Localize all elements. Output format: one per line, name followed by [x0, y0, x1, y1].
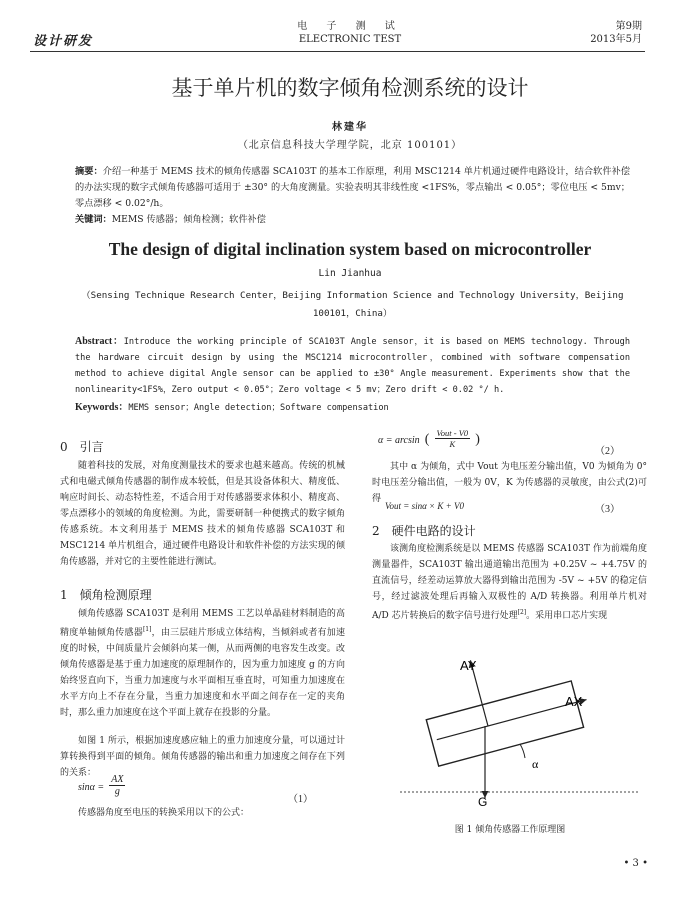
- journal-name-en: ELECTRONIC TEST: [298, 34, 402, 45]
- affiliation-en: （Sensing Technique Research Center，Beijing Information Science and Technology University，Beijing 100101，China）: [81, 290, 624, 319]
- eq2-number: （2）: [595, 446, 620, 457]
- citation-ref: [1]: [142, 626, 152, 633]
- section-number: 2: [372, 524, 380, 538]
- principle-paragraph-1: [60, 606, 345, 721]
- abstract-cn: [75, 164, 630, 212]
- issue-number: 第9期: [615, 21, 642, 32]
- author-en: Lin Jianhua: [318, 268, 382, 279]
- hardware-paragraph: [372, 541, 647, 624]
- section-heading-intro: [60, 438, 345, 455]
- section-title: 倾角检测原理: [79, 588, 152, 602]
- ax-label: AX: [565, 694, 583, 709]
- angle-arc: [520, 744, 525, 758]
- eq2-fraction: [435, 428, 471, 449]
- equation-2: α = arcsin ( $\frac{\text{Vout - V0}}{K}$ ): [378, 428, 480, 449]
- equation-3: Vout = sinα × K + V0: [385, 501, 464, 511]
- paper-title-en: The design of digital inclination system based on microcontroller: [108, 239, 592, 259]
- equation-1: [78, 774, 125, 797]
- ay-label: AY: [460, 658, 477, 673]
- section-heading-principle: [60, 586, 345, 603]
- journal-name-cn: 电 子 测 试: [297, 21, 403, 32]
- eq2-description: 其中 α 为倾角，式中 Vout 为电压差分输出值，V0 为倾角为 0°时电压差分输出值，一般为 0V，K 为传感器的灵敏度，由公式(2)可得: [372, 462, 647, 504]
- section-title: 硬件电路的设计: [391, 524, 476, 538]
- principle-paragraph-3: 传感器角度至电压的转换采用以下的公式：: [78, 808, 250, 818]
- eq1-numerator: AX: [111, 774, 124, 785]
- principle-text-b: ，由三层硅片形成立体结构，当倾斜或者有加速度的时候，中间质量片会倾斜向某一侧，从而两侧的电容发生改变。改倾角传感器是基于重力加速度的原理制作的，因为重力加速度 g 的方向始终竖直向下，当重力加速度与水平面相互垂直时，可知重力加速度在水平方向上不存在分量，当重力加速度和水平面之间存在一定的夹角时，那么重力加速度在这个平面上就存在投影的分量。: [60, 628, 345, 718]
- eq2-lhs: α = arcsin: [378, 435, 420, 446]
- section-number: 0: [60, 440, 68, 454]
- keywords-en-text: MEMS sensor；Angle detection；Software compensation: [128, 403, 389, 413]
- section-number: 1: [60, 588, 68, 602]
- eq1-denominator: g: [114, 786, 120, 797]
- keywords-cn: [75, 211, 630, 225]
- eq1-fraction: [109, 774, 125, 797]
- principle-paragraph-2: 如图 1 所示，根据加速度感应轴上的重力加速度分量，可以通过计算转换得到平面的倾角。倾角传感器的输出和重力加速度之间存在下列的关系：: [60, 736, 345, 778]
- journal-name: [270, 20, 430, 46]
- abstract-cn-label: 摘要：: [75, 166, 103, 177]
- eq2-denominator: K: [449, 439, 456, 449]
- figure-caption: 图 1 倾角传感器工作原理图: [454, 825, 566, 835]
- alpha-label: α: [532, 757, 539, 771]
- author-cn: 林建华: [332, 122, 368, 133]
- sensor-rect: [426, 681, 583, 766]
- keywords-cn-text: MEMS 传感器；倾角检测；软件补偿: [111, 214, 266, 225]
- abstract-cn-text: 介绍一种基于 MEMS 技术的倾角传感器 SCA103T 的基本工作原理，利用 MSC1214 单片机通过硬件电路设计，结合软件补偿的办法实现的数字式倾角传感器可适用于 ±30° 的大角度测量。实验表明其非线性度 <1FS%，零点输出 < 0.05°；零位电压 < 5mv；零点漂移 < 0.02°/h。: [75, 166, 631, 209]
- paper-title-cn: 基于单片机的数字倾角检测系统的设计: [171, 76, 529, 100]
- hardware-text-b: 。采用串口芯片实现: [526, 611, 608, 621]
- issue-info: [590, 20, 642, 46]
- eq3-number: （3）: [595, 504, 620, 515]
- keywords-en-label: Keywords：: [75, 402, 129, 413]
- abstract-en-text: Introduce the working principle of SCA103T Angle sensor，it is based on MEMS technology. Through the hardware circuit design by using the MSC1214 microcontroller，combined with software compensation method to achieve digital Angle sensor can be applied to ±30° Angle measurement. Experiments show that the nonlinearity<1FS%，Zero output < 0.05°；Zero voltage < 5 mv；Zero drift < 0.02 °/ h.: [75, 337, 630, 395]
- intro-paragraph: 随着科技的发展，对角度测量技术的要求也越来越高。传统的机械式和电磁式倾角传感器的制作成本较低，但是其设备体积大、精度低、响应时间长、动态特性差，不适合用于对传感器要求体积小、精度高、零点漂移小的领域的角度检测。为此，需要研制一种便携式的数字倾角传感系统。本文利用基于 MEMS 技术的倾角传感器 SCA103T 和 MSC1214 单片机组合，通过硬件电路设计和软件补偿的方法实现的倾角传感器，并对它的主要性能进行测试。: [60, 461, 345, 567]
- hardware-text-a: 该测角度检测系统是以 MEMS 传感器 SCA103T 作为前端角度测量器件，SCA103T 输出通道输出范围为 +0.25V ~ +4.75V 的直流信号，经差动运算放大器得到输出范围为 -5V ~ +5V 的稳定信号，经过滤波处理后再输入双极性的 A/D 转换器。利用单片机对 A/D 芯片转换后的数字信号进行处理: [372, 544, 647, 621]
- tilt-sensor-figure: [400, 640, 640, 810]
- affiliation-cn: （北京信息科技大学理学院，北京 100101）: [237, 140, 463, 151]
- eq2-numerator: Vout - V0: [436, 428, 469, 438]
- header-section-label: 设计研发: [33, 34, 94, 49]
- header-rule: [30, 51, 645, 52]
- eq1-lhs: sinα =: [78, 782, 105, 793]
- issue-date: 2013年5月: [590, 34, 642, 45]
- page-number: • 3 •: [623, 858, 648, 869]
- principle-text-a: 倾角传感器 SCA103T 是利用 MEMS 工艺以单晶硅材料制造的高精度单轴倾角传感器: [60, 609, 345, 638]
- section-title: 引言: [79, 440, 104, 454]
- abstract-en: [75, 334, 630, 398]
- citation-ref: [2]: [517, 609, 527, 616]
- section-heading-hardware: [372, 522, 647, 539]
- keywords-en: [75, 398, 630, 413]
- abstract-en-label: Abstract：: [75, 336, 124, 347]
- g-label: G: [478, 795, 488, 809]
- eq1-number: （1）: [288, 794, 313, 805]
- keywords-cn-label: 关键词：: [75, 214, 112, 225]
